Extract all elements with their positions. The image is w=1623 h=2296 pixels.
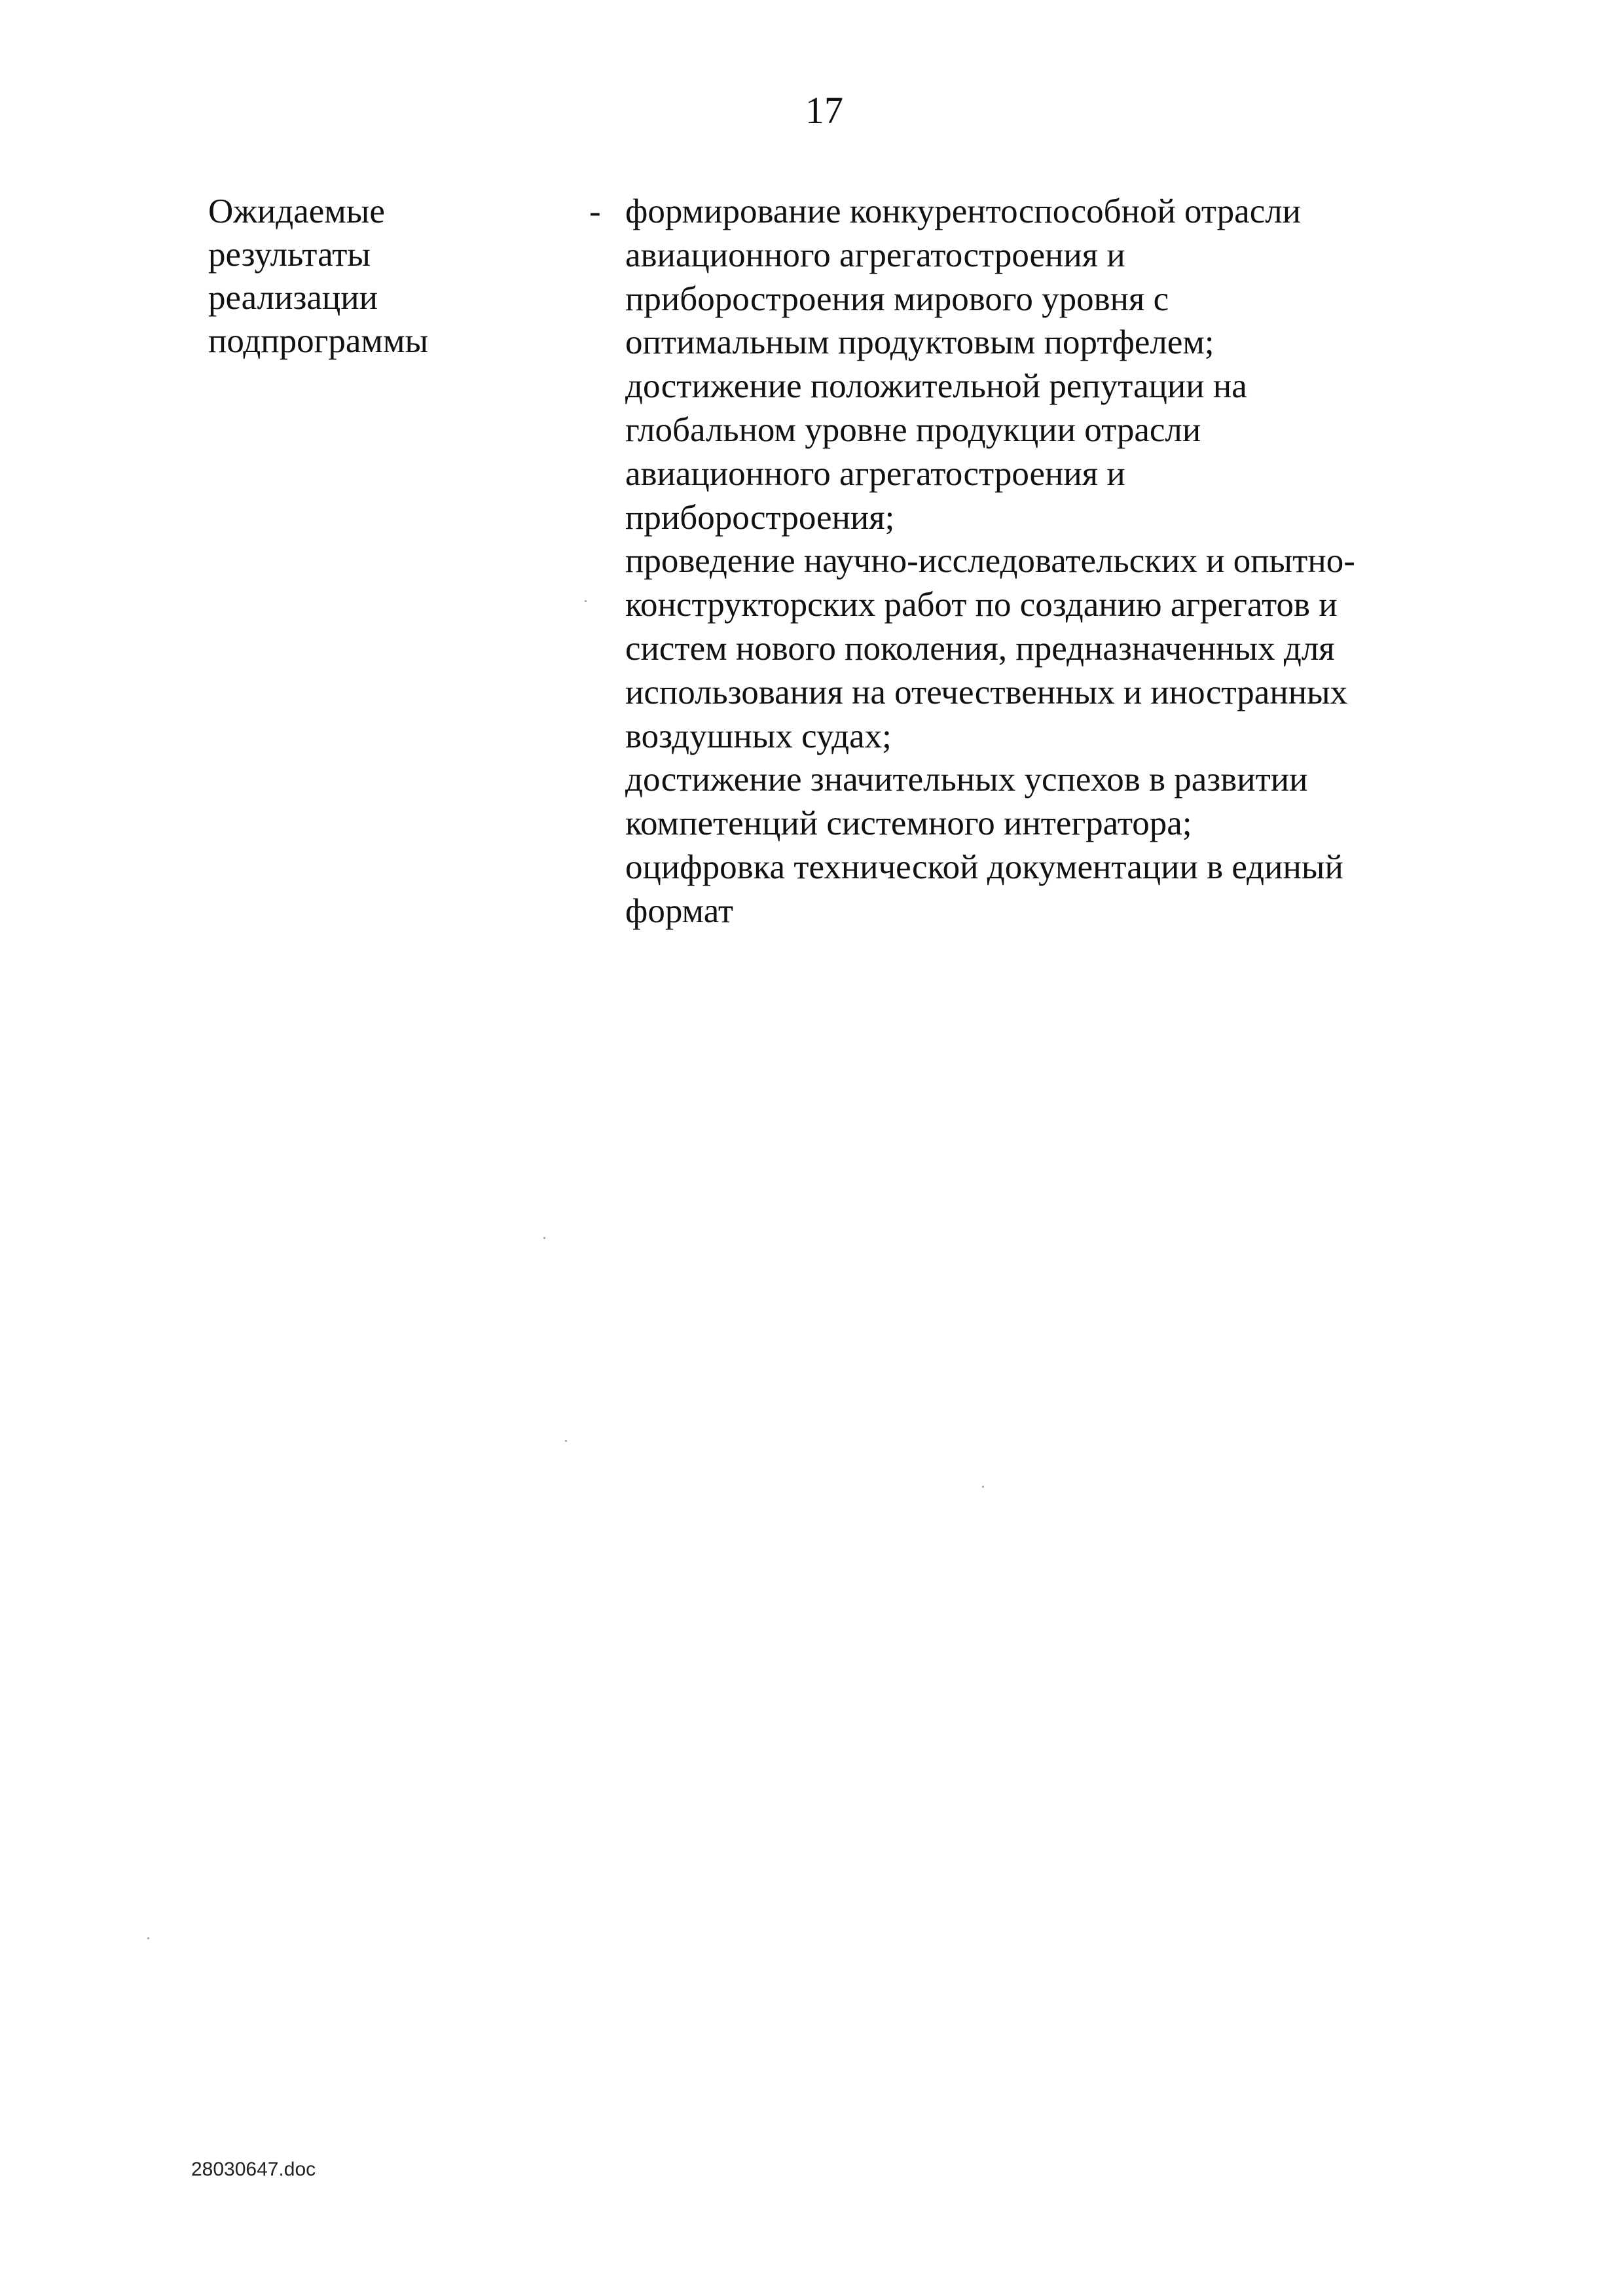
- content-line: формирование конкурентоспособной отрасли: [625, 192, 1302, 230]
- content-line: оптимальным продуктовым портфелем;: [625, 323, 1214, 362]
- content-line: авиационного агрегатостроения и: [625, 236, 1125, 274]
- content-line: приборостроения;: [625, 498, 895, 537]
- scan-speck: [565, 1440, 567, 1442]
- content-line: глобальном уровне продукции отрасли: [625, 410, 1201, 449]
- scan-speck: [147, 1937, 149, 1939]
- dash-separator: -: [589, 192, 601, 230]
- content-line: достижение положительной репутации на: [625, 367, 1247, 406]
- content-line: конструкторских работ по созданию агрегатов и: [625, 586, 1338, 624]
- label-line: результаты: [208, 236, 371, 274]
- content-line: оцифровка технической документации в единый: [625, 848, 1343, 886]
- content-line: проведение научно-исследовательских и опытно-: [625, 542, 1355, 581]
- section-label: [208, 190, 536, 363]
- expected-results-text: [625, 190, 1542, 933]
- content-line: компетенций системного интегратора;: [625, 804, 1192, 843]
- scan-speck: [543, 1237, 545, 1239]
- content-line: достижение значительных успехов в развитии: [625, 761, 1308, 799]
- label-line: Ожидаемые: [208, 192, 385, 230]
- content-line: приборостроения мирового уровня с: [625, 279, 1169, 318]
- label-line: реализации: [208, 279, 378, 317]
- page-number: 17: [805, 89, 843, 132]
- scan-speck: [585, 600, 587, 602]
- content-line: использования на отечественных и иностранных: [625, 673, 1348, 711]
- label-line: подпрограммы: [208, 322, 429, 360]
- scan-speck: [982, 1486, 984, 1488]
- content-line: авиационного агрегатостроения и: [625, 454, 1125, 493]
- content-line: систем нового поколения, предназначенных для: [625, 629, 1335, 668]
- content-line: воздушных судах;: [625, 717, 892, 755]
- footer-filename: 28030647.doc: [191, 2159, 316, 2180]
- content-line: формат: [625, 891, 734, 930]
